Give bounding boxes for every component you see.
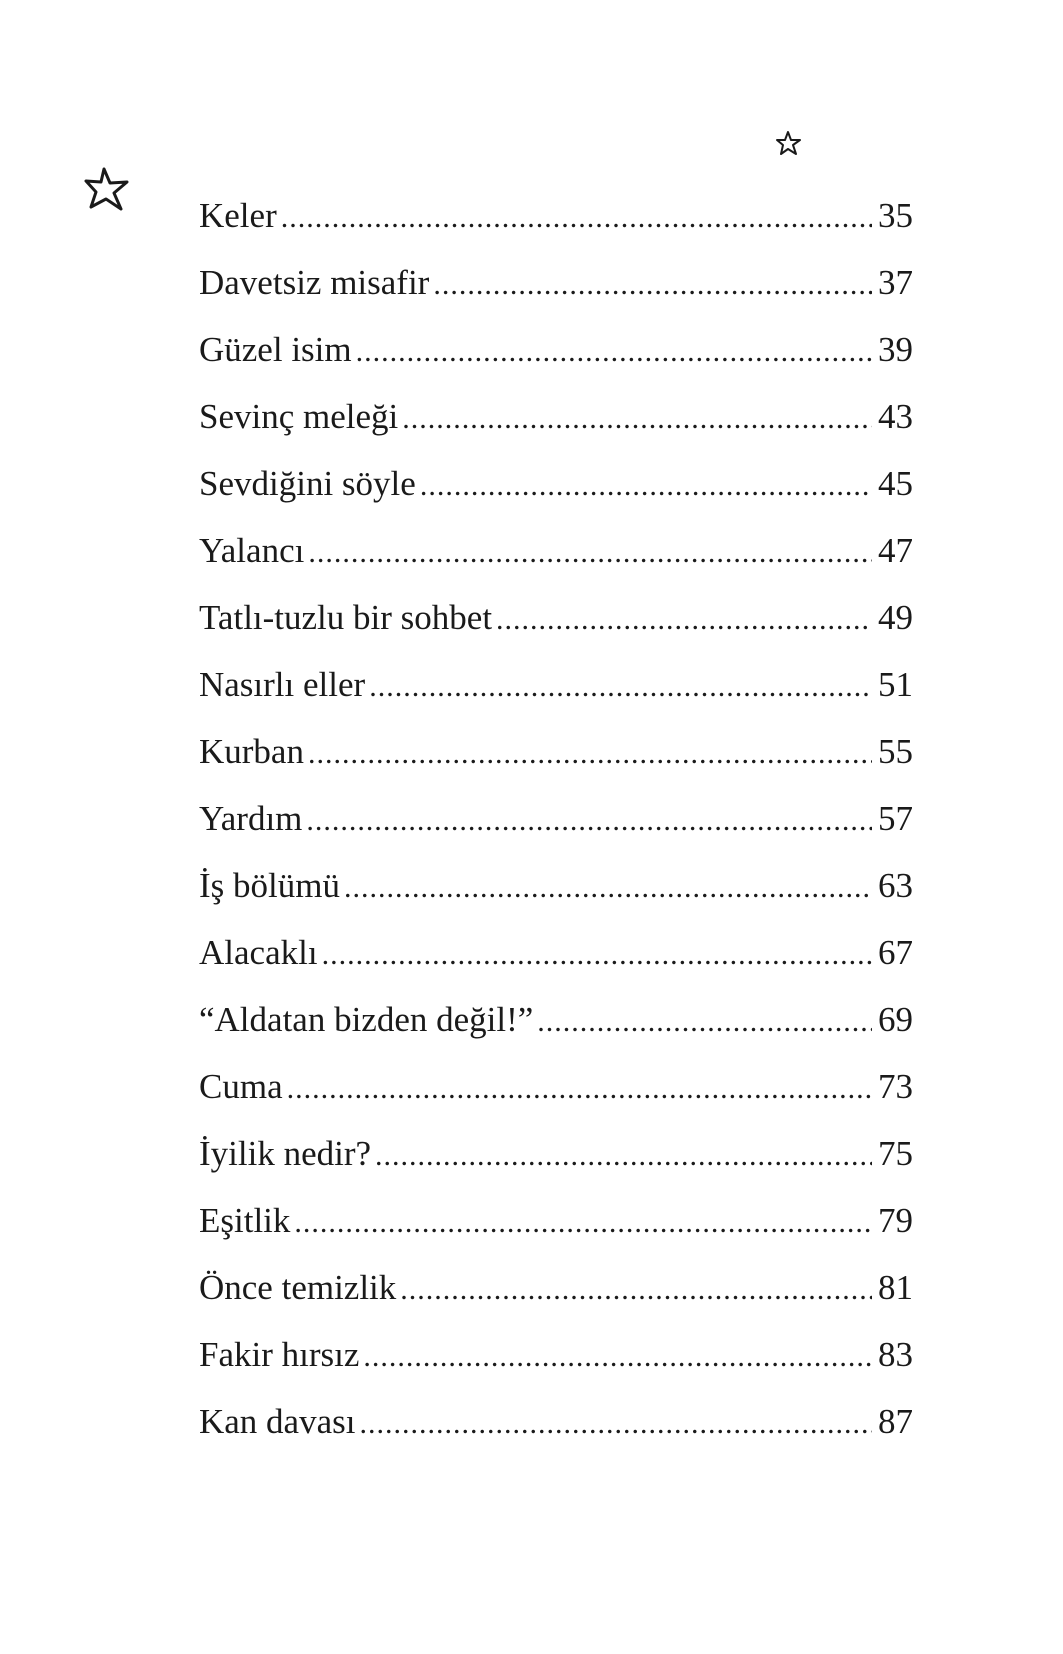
toc-entry-page: 73 (878, 1067, 913, 1106)
toc-entry-page: 39 (878, 330, 913, 369)
toc-entry[interactable] (199, 249, 913, 316)
dot-leader (363, 1323, 872, 1390)
toc-entry[interactable] (199, 383, 913, 450)
toc-entry-page: 63 (878, 866, 913, 905)
table-of-contents (199, 182, 913, 1455)
dot-leader (356, 318, 872, 385)
dot-leader (308, 519, 872, 586)
toc-entry-title: Tatlı-tuzlu bir sohbet (199, 598, 493, 637)
dot-leader (344, 854, 872, 921)
toc-entry-page: 67 (878, 933, 913, 972)
toc-entry[interactable] (199, 651, 913, 718)
toc-entry-title: Güzel isim (199, 330, 352, 369)
toc-entry-page: 55 (878, 732, 913, 771)
toc-entry-title: Eşitlik (199, 1201, 291, 1240)
toc-entry[interactable] (199, 852, 913, 919)
toc-entry-title: Önce temizlik (199, 1268, 397, 1307)
toc-entry-page: 83 (878, 1335, 913, 1374)
toc-entry-title: İş bölümü (199, 866, 340, 905)
toc-entry-page: 43 (878, 397, 913, 436)
toc-entry-title: Kan davası (199, 1402, 356, 1441)
dot-leader (287, 1055, 872, 1122)
toc-entry[interactable] (199, 517, 913, 584)
toc-entry-page: 69 (878, 1000, 913, 1039)
dot-leader (281, 184, 872, 251)
star-outline-icon (84, 166, 130, 212)
toc-entry-title: İyilik nedir? (199, 1134, 372, 1173)
toc-entry[interactable] (199, 182, 913, 249)
toc-entry-page: 35 (878, 196, 913, 235)
dot-leader (420, 452, 872, 519)
toc-entry-page: 49 (878, 598, 913, 637)
toc-entry-title: Kurban (199, 732, 304, 771)
toc-entry-page: 79 (878, 1201, 913, 1240)
dot-leader (369, 653, 872, 720)
toc-entry[interactable] (199, 1120, 913, 1187)
toc-entry-title: Cuma (199, 1067, 283, 1106)
toc-entry-page: 75 (878, 1134, 913, 1173)
toc-entry-title: Davetsiz misafir (199, 263, 430, 302)
toc-entry-title: Sevdiğini söyle (199, 464, 416, 503)
dot-leader (294, 1189, 872, 1256)
dot-leader (402, 385, 872, 452)
toc-entry[interactable] (199, 450, 913, 517)
toc-entry[interactable] (199, 1053, 913, 1120)
toc-entry[interactable] (199, 718, 913, 785)
dot-leader (322, 921, 872, 988)
toc-entry-page: 57 (878, 799, 913, 838)
toc-entry-page: 47 (878, 531, 913, 570)
toc-entry-page: 37 (878, 263, 913, 302)
dot-leader (359, 1390, 872, 1457)
toc-entry[interactable] (199, 316, 913, 383)
toc-entry-title: Alacaklı (199, 933, 318, 972)
toc-entry[interactable] (199, 986, 913, 1053)
toc-entry-title: Nasırlı eller (199, 665, 366, 704)
dot-leader (433, 251, 872, 318)
dot-leader (537, 988, 872, 1055)
dot-leader (308, 720, 872, 787)
toc-entry-title: “Aldatan bizden değil!” (199, 1000, 534, 1039)
toc-entry-page: 81 (878, 1268, 913, 1307)
toc-entry[interactable] (199, 919, 913, 986)
toc-entry[interactable] (199, 1388, 913, 1455)
dot-leader (306, 787, 872, 854)
toc-entry-page: 51 (878, 665, 913, 704)
star-outline-icon (775, 130, 802, 157)
toc-entry[interactable] (199, 1187, 913, 1254)
toc-entry-title: Sevinç meleği (199, 397, 399, 436)
toc-entry-title: Yardım (199, 799, 303, 838)
dot-leader (496, 586, 872, 653)
toc-entry-title: Keler (199, 196, 277, 235)
toc-entry[interactable] (199, 785, 913, 852)
dot-leader (375, 1122, 872, 1189)
toc-entry[interactable] (199, 1321, 913, 1388)
toc-entry-page: 87 (878, 1402, 913, 1441)
dot-leader (400, 1256, 872, 1323)
toc-entry[interactable] (199, 1254, 913, 1321)
toc-entry[interactable] (199, 584, 913, 651)
toc-entry-page: 45 (878, 464, 913, 503)
toc-entry-title: Fakir hırsız (199, 1335, 360, 1374)
toc-entry-title: Yalancı (199, 531, 305, 570)
